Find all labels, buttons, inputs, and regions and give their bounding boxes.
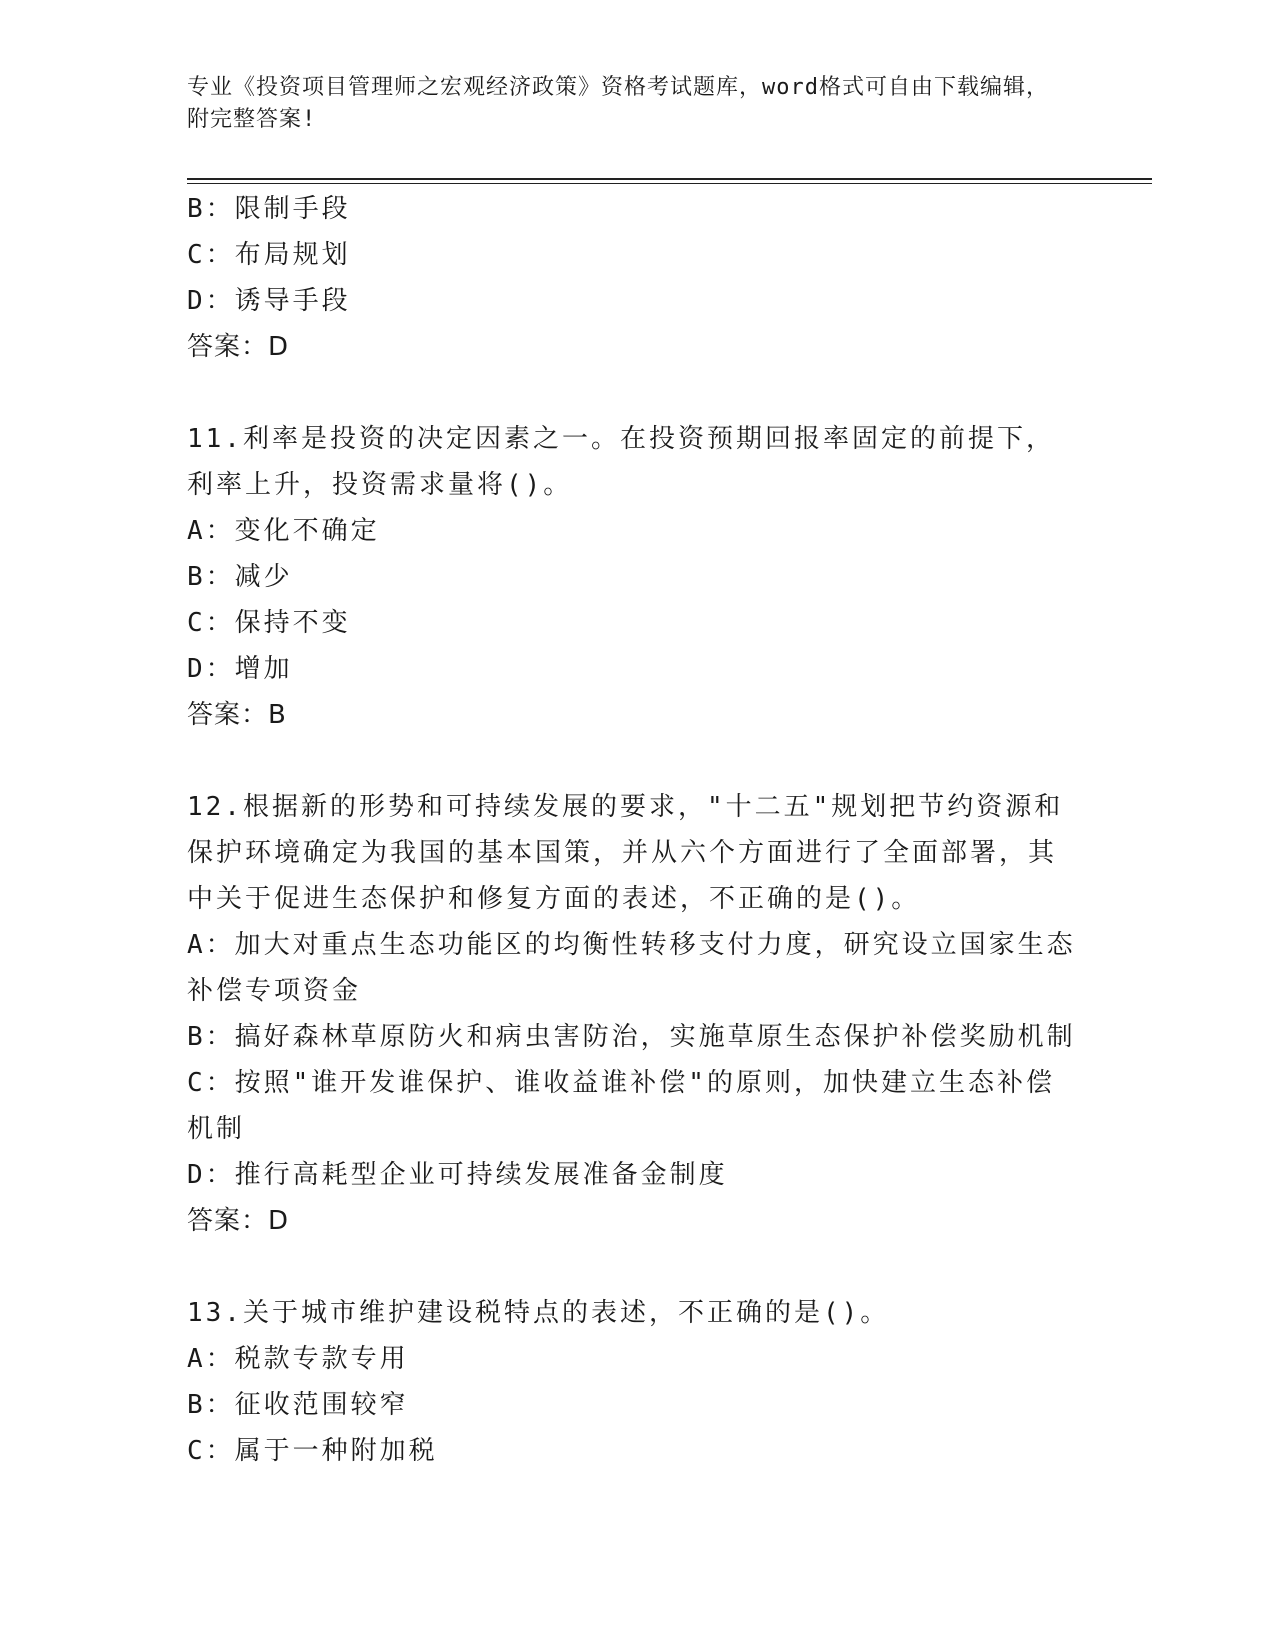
question-stem: 13.关于城市维护建设税特点的表述，不正确的是()。 xyxy=(187,1298,890,1328)
question-content xyxy=(187,186,1077,1474)
option-text: 搞好森林草原防火和病虫害防治，实施草原生态保护补偿奖励机制 xyxy=(234,1022,1076,1052)
option-text: 增加 xyxy=(234,654,293,684)
question-13 xyxy=(187,1290,1077,1474)
option-text: 诱导手段 xyxy=(234,286,351,316)
option-b xyxy=(187,1382,1077,1428)
option-letter: D： xyxy=(187,1160,235,1190)
answer-line: 答案：B xyxy=(187,700,287,730)
option-c xyxy=(187,232,1077,278)
option-c xyxy=(187,1060,1077,1152)
option-text: 属于一种附加税 xyxy=(234,1436,438,1466)
option-text: 限制手段 xyxy=(234,194,351,224)
option-text: 保持不变 xyxy=(234,608,351,638)
question-10-tail xyxy=(187,186,1077,370)
option-b xyxy=(187,554,1077,600)
option-a xyxy=(187,922,1077,1014)
option-text: 推行高耗型企业可持续发展准备金制度 xyxy=(234,1160,728,1190)
option-a xyxy=(187,1336,1077,1382)
spacer xyxy=(187,1244,1077,1290)
option-letter: B： xyxy=(187,562,235,592)
option-letter: C： xyxy=(187,240,235,270)
header-text: 专业《投资项目管理师之宏观经济政策》资格考试题库，word格式可自由下载编辑，附完整答案! xyxy=(187,75,1049,132)
option-d xyxy=(187,646,1077,692)
option-letter: B： xyxy=(187,194,235,224)
option-letter: D： xyxy=(187,286,235,316)
header-rule-thin xyxy=(187,183,1152,184)
option-letter: A： xyxy=(187,516,235,546)
option-d xyxy=(187,1152,1077,1198)
spacer xyxy=(187,370,1077,416)
option-text: 变化不确定 xyxy=(234,516,380,546)
question-stem: 12.根据新的形势和可持续发展的要求，"十二五"规划把节约资源和保护环境确定为我国的基本国策，并从六个方面进行了全面部署，其中关于促进生态保护和修复方面的表述，不正确的是()。 xyxy=(187,792,1064,914)
option-d xyxy=(187,278,1077,324)
option-a xyxy=(187,508,1077,554)
option-text: 减少 xyxy=(234,562,293,592)
option-letter: D： xyxy=(187,654,235,684)
option-letter: A： xyxy=(187,1344,235,1374)
option-letter: B： xyxy=(187,1390,235,1420)
question-stem: 11.利率是投资的决定因素之一。在投资预期回报率固定的前提下，利率上升，投资需求量将()。 xyxy=(187,424,1055,500)
option-text: 布局规划 xyxy=(234,240,351,270)
page-header xyxy=(187,72,1067,136)
answer-line: 答案：D xyxy=(187,1206,290,1236)
question-12 xyxy=(187,784,1077,1244)
option-letter: C： xyxy=(187,608,235,638)
spacer xyxy=(187,738,1077,784)
option-c xyxy=(187,600,1077,646)
answer-line: 答案：D xyxy=(187,332,290,362)
option-letter: C： xyxy=(187,1436,235,1466)
option-letter: B： xyxy=(187,1022,235,1052)
header-rule-thick xyxy=(187,178,1152,180)
option-letter: A： xyxy=(187,930,235,960)
option-b xyxy=(187,186,1077,232)
option-text: 加大对重点生态功能区的均衡性转移支付力度，研究设立国家生态补偿专项资金 xyxy=(187,930,1076,1006)
option-text: 征收范围较窄 xyxy=(234,1390,409,1420)
option-text: 按照"谁开发谁保护、谁收益谁补偿"的原则，加快建立生态补偿机制 xyxy=(187,1068,1055,1144)
option-letter: C： xyxy=(187,1068,235,1098)
option-c xyxy=(187,1428,1077,1474)
question-11 xyxy=(187,416,1077,738)
option-b xyxy=(187,1014,1077,1060)
option-text: 税款专款专用 xyxy=(234,1344,409,1374)
